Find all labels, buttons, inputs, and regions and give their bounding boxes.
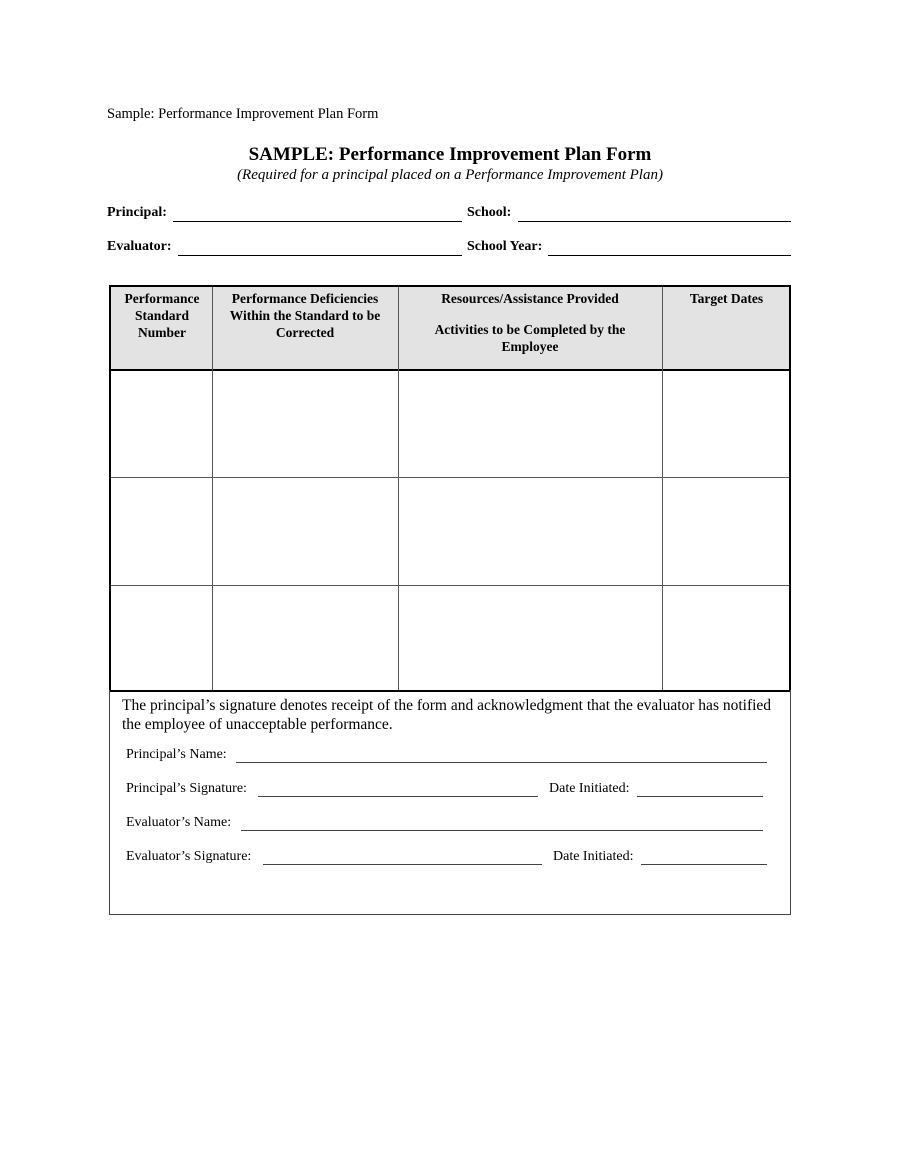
header-resources: Resources/Assistance Provided — [441, 291, 619, 306]
header-activities: Activities to be Completed by the Employee — [434, 322, 626, 354]
row-divider — [111, 477, 789, 478]
principal-name-row — [126, 747, 771, 767]
evaluator-date-field[interactable] — [641, 864, 767, 865]
evaluator-name-field[interactable] — [241, 830, 763, 831]
signature-section — [109, 690, 791, 915]
evaluator-signature-field[interactable] — [263, 864, 542, 865]
header-deficiencies: Performance Deficiencies Within the Standard to be Corrected — [229, 291, 381, 340]
evaluator-name-row — [126, 815, 771, 835]
principal-signature-label: Principal’s Signature: — [126, 781, 247, 796]
evaluator-signature-label: Evaluator’s Signature: — [126, 849, 252, 864]
header-standard-number: Performance Standard Number — [124, 291, 200, 340]
principal-school-row — [107, 205, 791, 225]
date-initiated-label: Date Initiated: — [549, 781, 630, 796]
row-divider — [111, 585, 789, 586]
column-divider — [398, 287, 399, 690]
plan-table — [109, 285, 791, 692]
school-field[interactable] — [518, 221, 791, 222]
column-divider — [662, 287, 663, 690]
form-subtitle: (Required for a principal placed on a Performance Improvement Plan) — [237, 167, 663, 183]
evaluator-field[interactable] — [178, 255, 462, 256]
form-title: SAMPLE: Performance Improvement Plan Form — [248, 144, 652, 165]
column-divider — [212, 287, 213, 690]
evaluator-signature-row — [126, 849, 771, 869]
evaluator-schoolyear-row — [107, 239, 791, 259]
principal-name-field[interactable] — [236, 762, 767, 763]
evaluator-label: Evaluator: — [107, 239, 172, 254]
principal-field[interactable] — [173, 221, 462, 222]
school-label: School: — [467, 205, 512, 220]
principal-signature-field[interactable] — [258, 796, 538, 797]
signature-note: The principal’s signature denotes receipt of the form and acknowledgment that the evaluator has notified the employee of unacceptable performance. — [122, 697, 772, 733]
header-target-dates: Target Dates — [689, 291, 764, 306]
evaluator-name-label: Evaluator’s Name: — [126, 815, 232, 830]
date-initiated-label: Date Initiated: — [553, 849, 634, 864]
school-year-field[interactable] — [548, 255, 791, 256]
page-header: Sample: Performance Improvement Plan Form — [107, 106, 379, 122]
principal-signature-row — [126, 781, 771, 801]
principal-name-label: Principal’s Name: — [126, 747, 227, 762]
school-year-label: School Year: — [467, 239, 543, 254]
principal-label: Principal: — [107, 205, 167, 220]
principal-date-field[interactable] — [637, 796, 763, 797]
